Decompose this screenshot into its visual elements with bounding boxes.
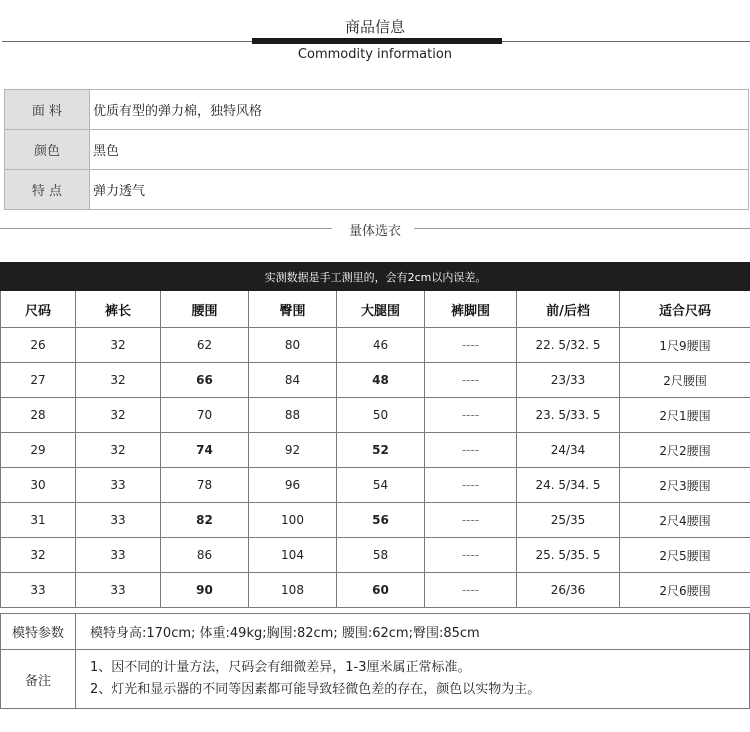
table-cell: 108	[249, 573, 337, 608]
section-title-sizing: 量体选衣	[348, 224, 401, 239]
info-value: 优质有型的弹力棉，独特风格	[90, 90, 749, 130]
info-row	[5, 130, 749, 170]
table-row	[1, 363, 750, 398]
table-cell: 92	[249, 433, 337, 468]
table-cell: ----	[425, 503, 517, 538]
info-key: 面 料	[5, 90, 90, 130]
table-cell: 56	[337, 503, 425, 538]
table-cell: 74	[161, 433, 249, 468]
column-header: 适合尺码	[620, 291, 750, 328]
table-cell: 58	[337, 538, 425, 573]
info-row	[5, 90, 749, 130]
table-cell: 33	[1, 573, 76, 608]
table-cell: 27	[1, 363, 76, 398]
table-cell: 28	[1, 398, 76, 433]
table-cell: 46	[337, 328, 425, 363]
remark-line: 2、灯光和显示器的不同等因素都可能导致轻微色差的存在，颜色以实物为主。	[90, 682, 541, 697]
table-cell: 30	[1, 468, 76, 503]
table-cell: ----	[425, 538, 517, 573]
table-cell: 1尺9腰围	[620, 328, 750, 363]
table-cell: 54	[337, 468, 425, 503]
table-cell: 32	[1, 538, 76, 573]
table-cell: 25/35	[517, 503, 620, 538]
table-cell: 23. 5/33. 5	[517, 398, 620, 433]
table-cell: 24/34	[517, 433, 620, 468]
header-accent-bar	[252, 38, 502, 44]
size-table-header	[1, 291, 750, 328]
table-cell: 86	[161, 538, 249, 573]
table-cell: 26/36	[517, 573, 620, 608]
info-value: 黑色	[90, 130, 749, 170]
table-cell: 2尺6腰围	[620, 573, 750, 608]
table-row	[1, 433, 750, 468]
column-header: 前/后档	[517, 291, 620, 328]
table-row	[1, 503, 750, 538]
model-key: 模特参数	[1, 614, 76, 650]
column-header: 尺码	[1, 291, 76, 328]
table-cell: 52	[337, 433, 425, 468]
table-cell: ----	[425, 433, 517, 468]
table-cell: 66	[161, 363, 249, 398]
table-cell: 90	[161, 573, 249, 608]
table-cell: 2尺腰围	[620, 363, 750, 398]
table-row	[1, 573, 750, 608]
remarks-key: 备注	[1, 650, 76, 709]
section-subtitle: Commodity information	[297, 47, 453, 62]
info-key: 颜色	[5, 130, 90, 170]
table-cell: 2尺2腰围	[620, 433, 750, 468]
table-cell: 33	[76, 538, 161, 573]
table-cell: 22. 5/32. 5	[517, 328, 620, 363]
model-row	[1, 614, 750, 650]
column-header: 裤脚围	[425, 291, 517, 328]
measurement-note-row	[1, 263, 750, 291]
table-cell: 33	[76, 503, 161, 538]
table-cell: 25. 5/35. 5	[517, 538, 620, 573]
product-info-table	[4, 89, 749, 210]
column-header: 腰围	[161, 291, 249, 328]
table-cell: 32	[76, 433, 161, 468]
table-cell: 2尺4腰围	[620, 503, 750, 538]
table-cell: 100	[249, 503, 337, 538]
table-cell: 48	[337, 363, 425, 398]
info-value: 弹力透气	[90, 170, 749, 210]
model-value: 模特身高:170cm; 体重:49kg;胸围:82cm; 腰围:62cm;臀围:85cm	[76, 614, 750, 650]
table-cell: 32	[76, 328, 161, 363]
table-cell: 78	[161, 468, 249, 503]
table-cell: 2尺1腰围	[620, 398, 750, 433]
table-cell: 80	[249, 328, 337, 363]
table-cell: 23/33	[517, 363, 620, 398]
table-cell: ----	[425, 363, 517, 398]
table-cell: 33	[76, 573, 161, 608]
section-title-product-info: 商品信息	[344, 18, 405, 36]
column-header: 裤长	[76, 291, 161, 328]
table-row	[1, 538, 750, 573]
info-row	[5, 170, 749, 210]
table-cell: 62	[161, 328, 249, 363]
column-header: 大腿围	[337, 291, 425, 328]
table-cell: ----	[425, 328, 517, 363]
table-cell: 60	[337, 573, 425, 608]
model-and-remarks-table	[0, 613, 750, 709]
table-cell: 104	[249, 538, 337, 573]
table-cell: ----	[425, 398, 517, 433]
table-row	[1, 468, 750, 503]
remark-line: 1、因不同的计量方法，尺码会有细微差异，1-3厘米属正常标准。	[90, 660, 471, 675]
table-cell: 88	[249, 398, 337, 433]
table-cell: 24. 5/34. 5	[517, 468, 620, 503]
table-cell: 70	[161, 398, 249, 433]
measurement-note: 实测数据是手工测里的，会有2cm以内误差。	[1, 263, 750, 291]
table-cell: 26	[1, 328, 76, 363]
table-cell: 33	[76, 468, 161, 503]
column-header: 臀围	[249, 291, 337, 328]
table-cell: ----	[425, 468, 517, 503]
table-cell: 29	[1, 433, 76, 468]
table-cell: 96	[249, 468, 337, 503]
table-cell: 82	[161, 503, 249, 538]
info-key: 特 点	[5, 170, 90, 210]
table-cell: 32	[76, 363, 161, 398]
table-cell: 84	[249, 363, 337, 398]
table-cell: 50	[337, 398, 425, 433]
table-row	[1, 398, 750, 433]
table-cell: 2尺5腰围	[620, 538, 750, 573]
table-cell: 32	[76, 398, 161, 433]
table-cell: 2尺3腰围	[620, 468, 750, 503]
section-divider-right	[414, 228, 750, 229]
size-table-body	[1, 328, 750, 608]
remarks-row	[1, 650, 750, 709]
table-cell: ----	[425, 573, 517, 608]
size-table	[0, 262, 750, 608]
table-row	[1, 328, 750, 363]
remarks-value	[76, 650, 750, 709]
table-cell: 31	[1, 503, 76, 538]
